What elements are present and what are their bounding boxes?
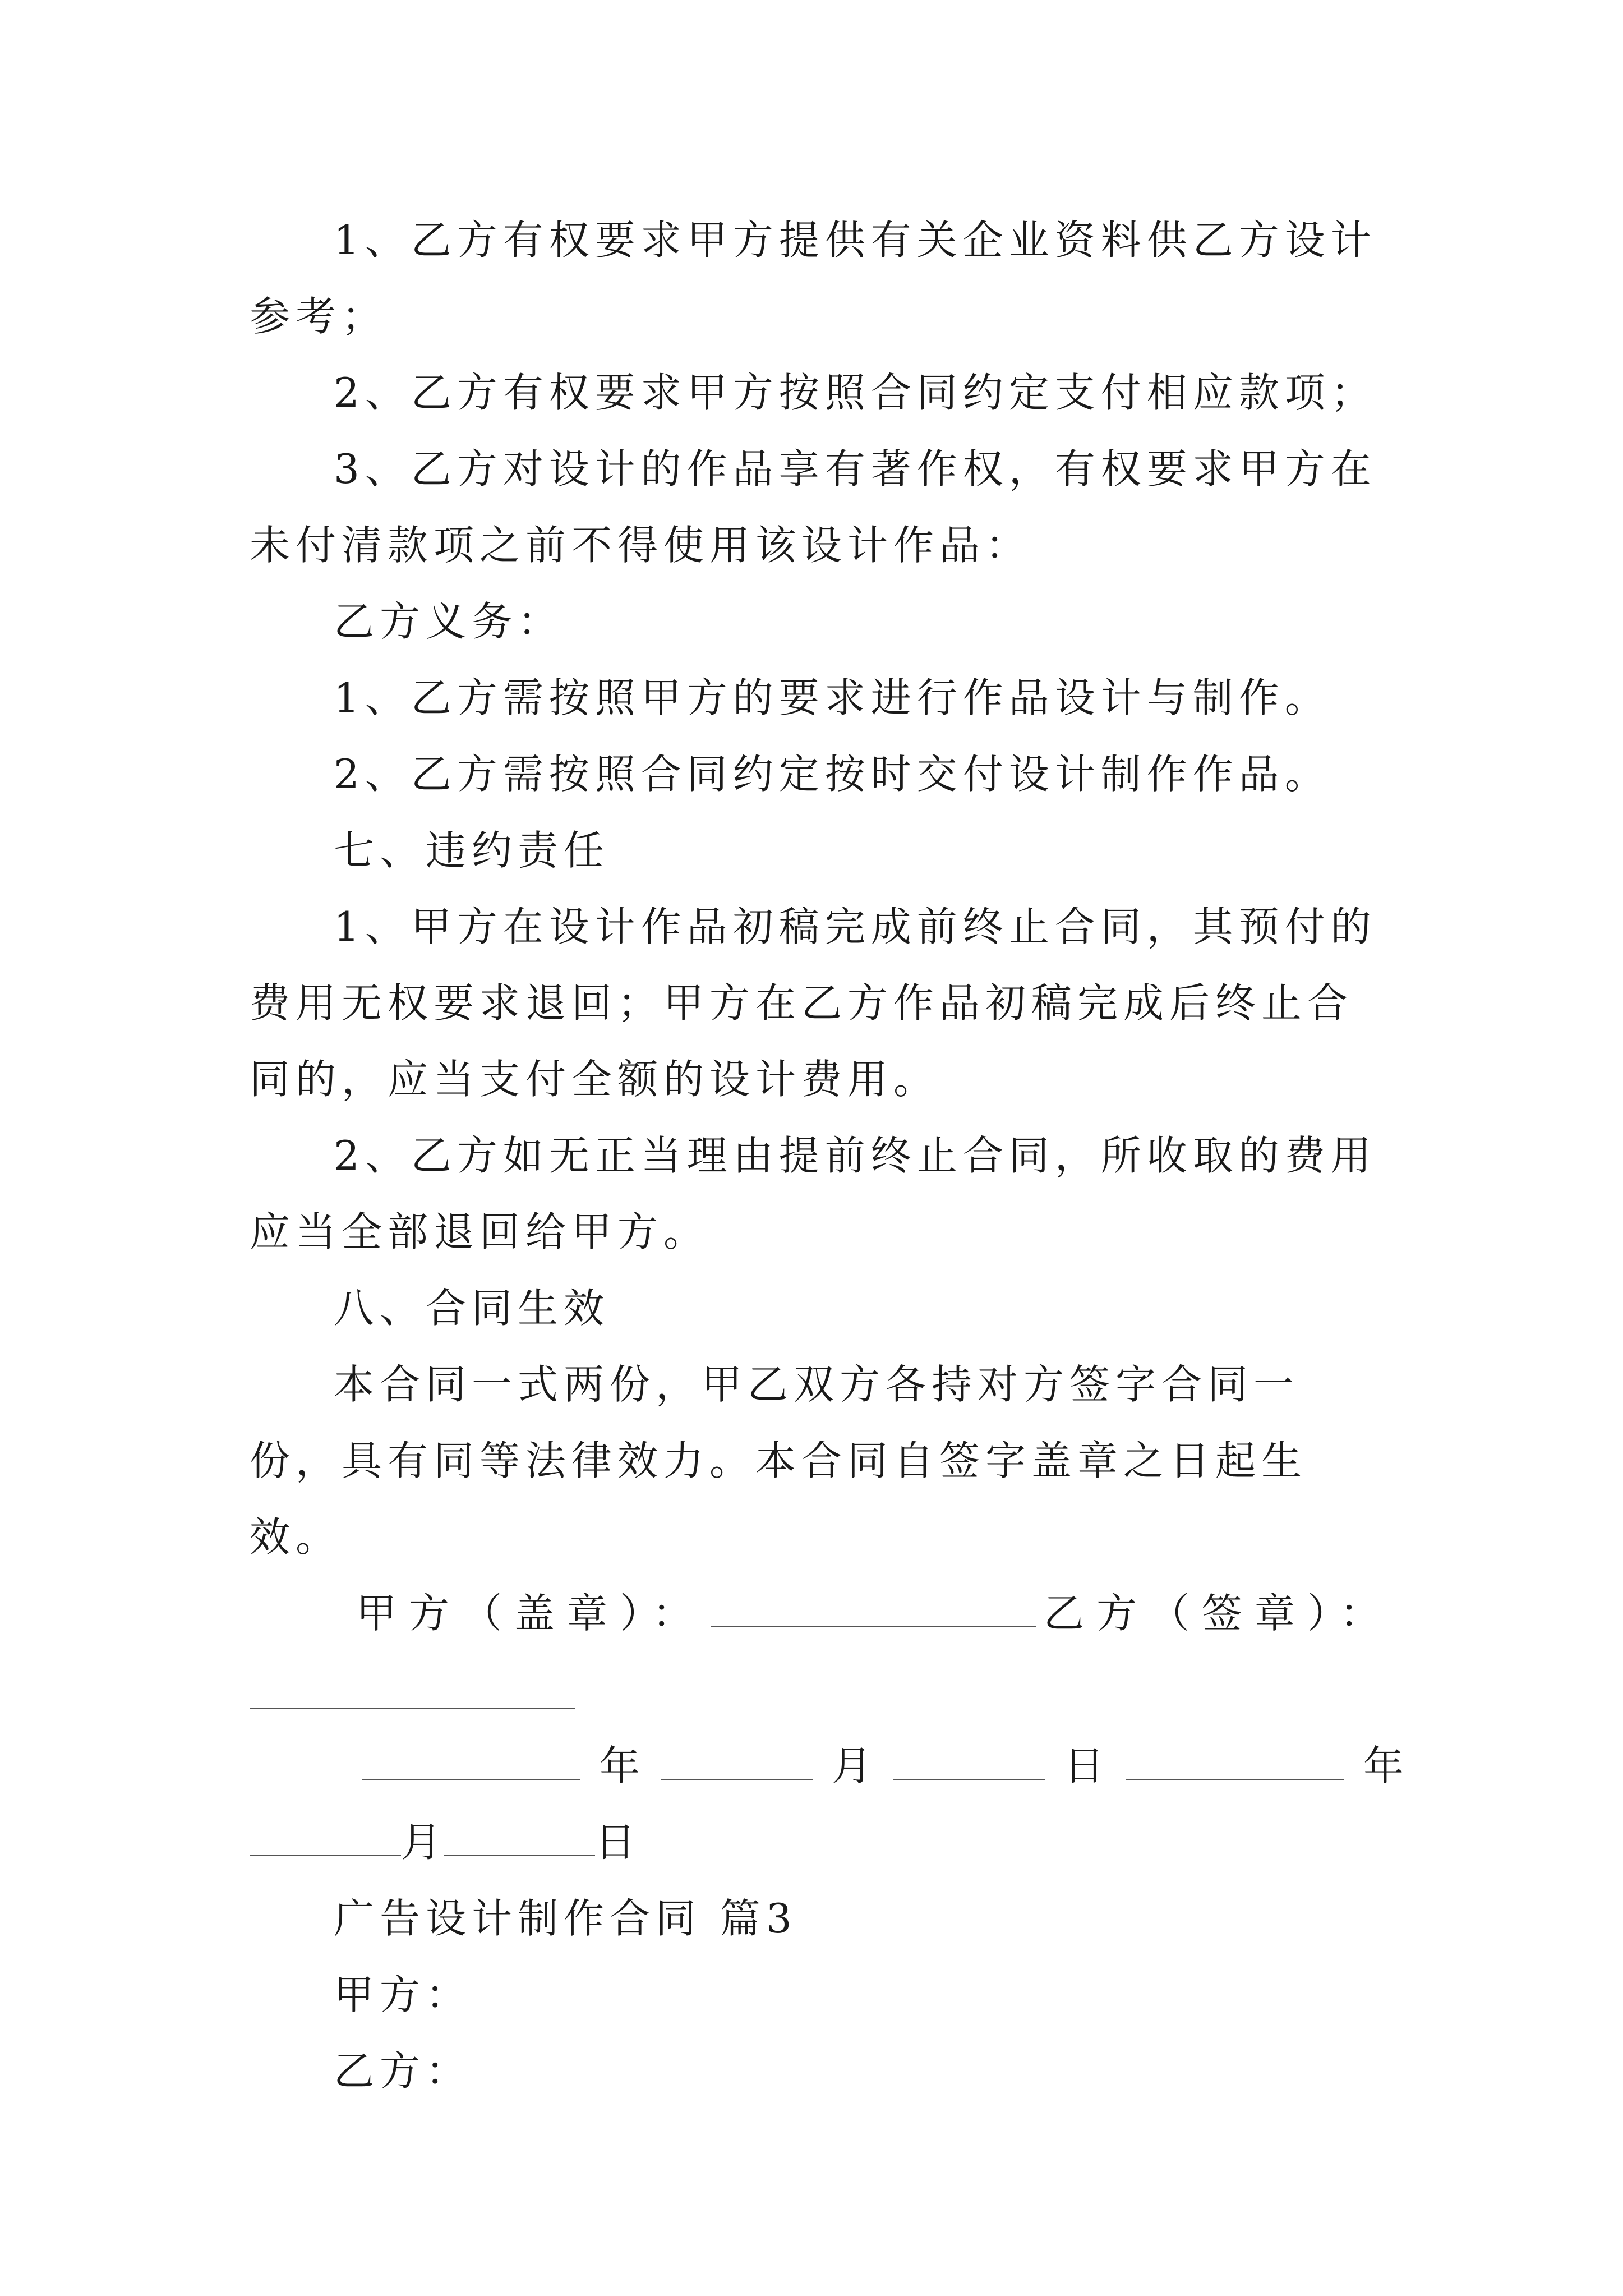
signature-row	[250, 1575, 1393, 1651]
party-a-day-label: 日	[1064, 1742, 1107, 1789]
party-b-day-label: 日	[595, 1819, 638, 1866]
party-a-signature-blank[interactable]	[711, 1593, 1036, 1627]
party-b-day-blank[interactable]	[444, 1821, 595, 1856]
paragraph-breach-1: 1、甲方在设计作品初稿完成前终止合同，其预付的费用无权要求退回；甲方在乙方作品初稿完成后终止合同的，应当支付全额的设计费用。	[250, 903, 1377, 1103]
party-b-line: 乙方：	[334, 2047, 472, 2095]
paragraph-right-3: 3、乙方对设计的作品享有著作权，有权要求甲方在未付清款项之前不得使用该设计作品：	[250, 445, 1377, 569]
paragraph-obligation-2: 2、乙方需按照合同约定按时交付设计制作作品。	[334, 751, 1331, 798]
heading-contract-effect: 八、合同生效	[334, 1285, 610, 1332]
party-a-month-label: 月	[832, 1742, 875, 1789]
party-b-year-label: 年	[1363, 1742, 1407, 1789]
date-row-1	[250, 1728, 1407, 1804]
heading-breach-liability: 七、违约责任	[334, 827, 610, 874]
heading-party-b-obligations: 乙方义务：	[334, 598, 564, 645]
party-b-signature-blank[interactable]	[250, 1674, 575, 1709]
paragraph-obligation-1: 1、乙方需按照甲方的要求进行作品设计与制作。	[334, 674, 1331, 721]
paragraph-right-1: 1、乙方有权要求甲方提供有关企业资料供乙方设计参考；	[250, 217, 1377, 340]
party-b-signature-line	[250, 1651, 1377, 1728]
paragraph-right-2: 2、乙方有权要求甲方按照合同约定支付相应款项；	[334, 369, 1377, 416]
party-b-seal-label: 乙方（签章）：	[1044, 1590, 1393, 1637]
party-a-line: 甲方：	[334, 1971, 472, 2018]
paragraph-contract-effect: 本合同一式两份，甲乙双方各持对方签字合同一份，具有同等法律效力。本合同自签字盖章之日起生效。	[250, 1361, 1308, 1561]
party-b-month-blank[interactable]	[250, 1821, 401, 1856]
section-title: 广告设计制作合同 篇3	[334, 1895, 797, 1942]
document-body	[250, 202, 1407, 2109]
party-a-month-blank[interactable]	[661, 1745, 813, 1780]
party-b-year-blank[interactable]	[1126, 1745, 1344, 1780]
party-a-year-label: 年	[600, 1742, 643, 1789]
party-a-day-blank[interactable]	[893, 1745, 1045, 1780]
party-a-year-blank[interactable]	[362, 1745, 580, 1780]
party-b-month-label: 月	[401, 1819, 444, 1866]
party-a-seal-label: 甲方（盖章）：	[356, 1590, 706, 1637]
date-row-2	[250, 1804, 1377, 1880]
paragraph-breach-2: 2、乙方如无正当理由提前终止合同，所收取的费用应当全部退回给甲方。	[250, 1132, 1377, 1255]
